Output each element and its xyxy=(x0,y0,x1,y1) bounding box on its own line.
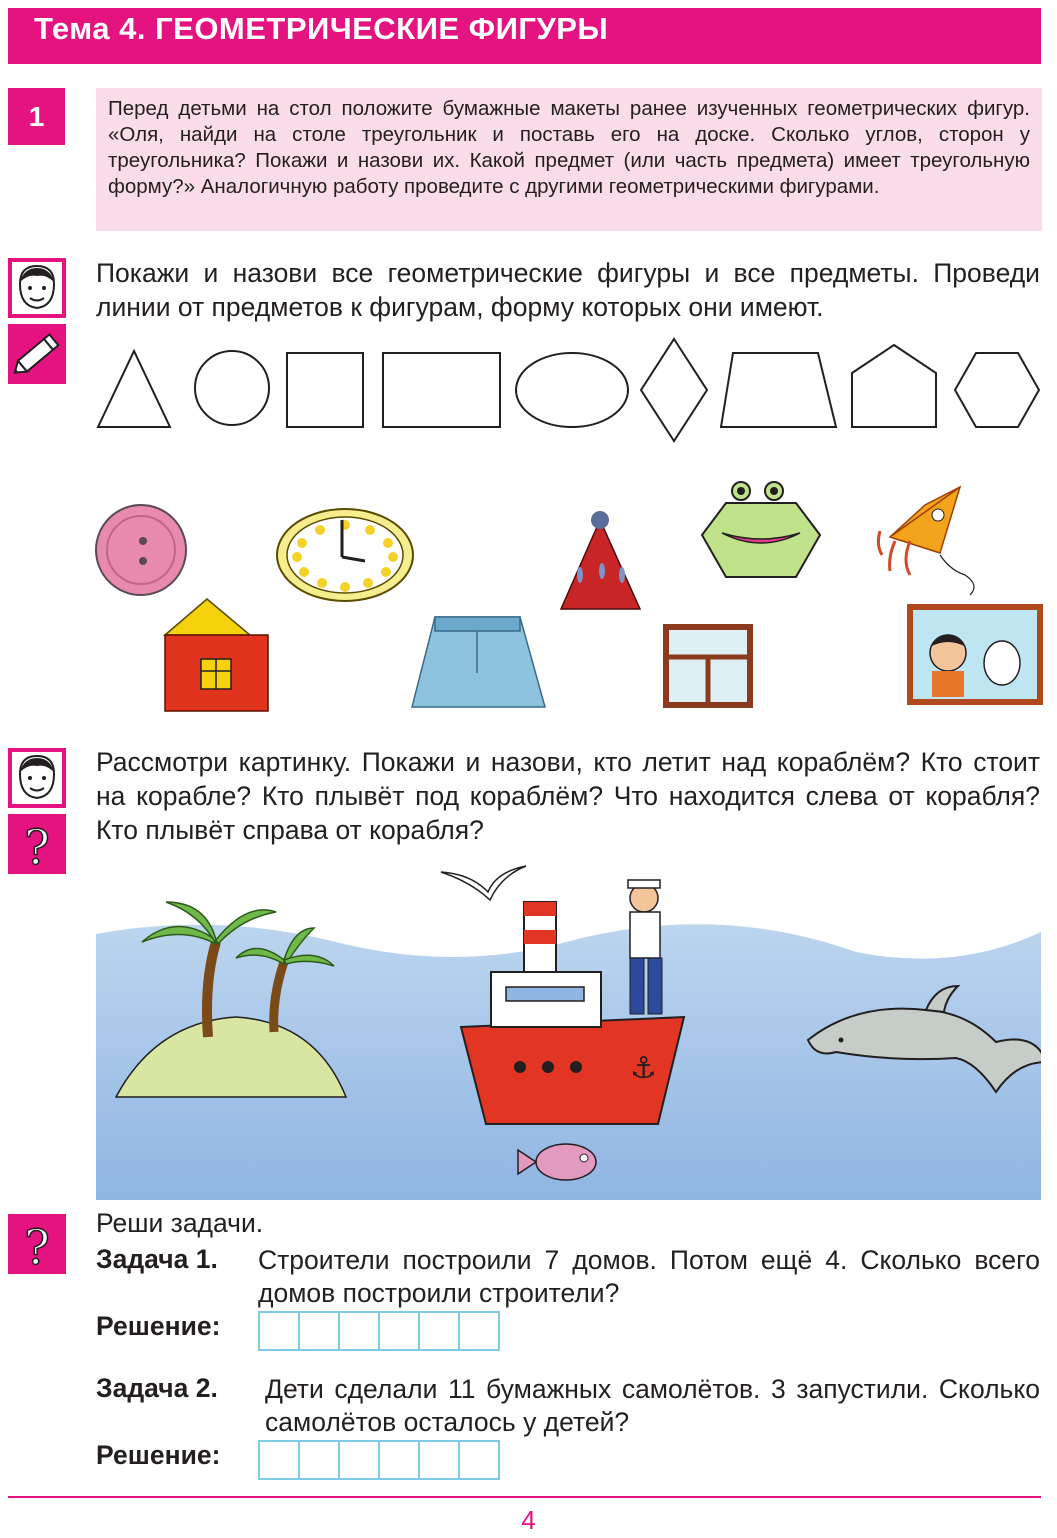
footer-divider xyxy=(8,1496,1041,1498)
exercise-2-text: Рассмотри картинку. Покажи и назови, кто летит над кораблём? Кто стоит на корабле? Кто плывёт под кораблём? Что находится слева от корабля? Кто плывёт справа от корабля? xyxy=(96,747,1040,845)
oval-shape xyxy=(516,353,628,427)
answer-cell[interactable] xyxy=(340,1313,380,1349)
answer-cell[interactable] xyxy=(380,1313,420,1349)
button-object xyxy=(96,505,186,595)
solution-2-label: Решение: xyxy=(96,1440,221,1470)
pentagon-shape xyxy=(852,345,936,427)
circle-shape xyxy=(195,351,269,425)
window-object xyxy=(666,627,750,705)
question-icon xyxy=(8,1214,66,1274)
page-number: 4 xyxy=(521,1505,536,1535)
rectangle-shape xyxy=(383,353,500,427)
problem-1-text: Строители построили 7 домов. Потом ещё 4. Сколько всего домов построили строители? xyxy=(258,1245,1040,1308)
task-number-badge: 1 xyxy=(8,88,65,145)
answer-cell[interactable] xyxy=(460,1313,498,1349)
answer-cell[interactable] xyxy=(380,1442,420,1478)
answer-cell[interactable] xyxy=(340,1442,380,1478)
pencil-icon xyxy=(8,324,66,384)
square-shape xyxy=(287,353,363,427)
answer-cell[interactable] xyxy=(460,1442,498,1478)
exercise-1-text: Покажи и назови все геометрические фигуры и все предметы. Проведи линии от предметов к фигурам, форму которых они имеют. xyxy=(96,258,1040,322)
answer-cell[interactable] xyxy=(260,1442,300,1478)
answer-cell[interactable] xyxy=(420,1313,460,1349)
answer-cell[interactable] xyxy=(300,1442,340,1478)
child-face-icon xyxy=(8,258,66,318)
rhombus-shape xyxy=(641,339,707,441)
frog-object xyxy=(702,482,820,577)
topic-title: Тема 4. ГЕОМЕТРИЧЕСКИЕ ФИГУРЫ xyxy=(34,11,609,46)
answer-cell[interactable] xyxy=(260,1313,300,1349)
answer-cell[interactable] xyxy=(420,1442,460,1478)
shapes-row xyxy=(90,335,1045,450)
picture-frame-object xyxy=(910,607,1040,702)
objects-illustration xyxy=(90,475,1050,720)
skirt-object xyxy=(412,617,545,707)
svg-text:⚓: ⚓ xyxy=(630,1051,657,1086)
teacher-note-text: Перед детьми на стол положите бумажные макеты ранее изученных геометрических фигур. «Оля, найди на столе треугольник и поставь его на доске. Сколько углов, сторон у треугольника? Покажи и назови их. Какой предмет (или часть предмета) имеет треугольную форму?» Аналогичную работу проведите с другими геометрическими фигурами. xyxy=(108,97,1030,198)
ship-scene-illustration xyxy=(96,862,1041,1200)
question-icon xyxy=(8,814,66,874)
triangle-shape xyxy=(98,351,170,427)
svg-text:?: ? xyxy=(24,1220,50,1274)
solution-2-grid[interactable] xyxy=(258,1440,500,1480)
svg-text:?: ? xyxy=(24,820,50,874)
kite-object xyxy=(878,487,974,595)
clock-object xyxy=(277,509,413,601)
cap-object xyxy=(561,511,640,609)
exercise-3-intro: Реши задачи. xyxy=(96,1208,264,1238)
problem-2-text: Дети сделали 11 бумажных самолётов. 3 запустили. Сколько самолётов осталось у детей? xyxy=(265,1374,1040,1437)
solution-1-label: Решение: xyxy=(96,1311,221,1341)
seagull xyxy=(441,866,526,900)
solution-1-grid[interactable] xyxy=(258,1311,500,1351)
trapezoid-shape xyxy=(721,353,836,427)
problem-2-label: Задача 2. xyxy=(96,1373,218,1403)
problem-1-label: Задача 1. xyxy=(96,1244,218,1274)
house-object xyxy=(165,599,268,711)
child-face-icon xyxy=(8,748,66,808)
answer-cell[interactable] xyxy=(300,1313,340,1349)
hexagon-shape xyxy=(955,353,1039,427)
